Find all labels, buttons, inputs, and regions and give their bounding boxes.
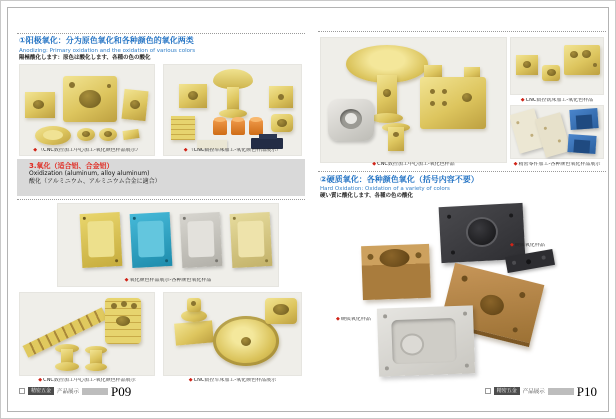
- machined-part: [269, 86, 293, 108]
- bore-hole: [463, 312, 467, 316]
- bore-hole: [547, 69, 556, 76]
- bore-hole: [478, 292, 506, 317]
- bore-hole: [265, 259, 268, 262]
- bore-hole: [133, 217, 136, 220]
- caption-text: 氧化颜色样品展示-各种颜色氧化样品: [129, 277, 212, 283]
- bore-hole: [273, 304, 289, 315]
- part-face: [576, 114, 593, 129]
- bore-hole: [82, 131, 90, 137]
- photo-colored-plates: [57, 203, 279, 287]
- photo-caption: [19, 378, 155, 384]
- cup-part: [265, 298, 297, 324]
- caption-text: CNC数控加工中心加工-氧化颜色样品展示: [43, 378, 136, 383]
- stud-body-part: [388, 127, 404, 151]
- bore-hole: [519, 291, 526, 298]
- part-face: [250, 117, 262, 122]
- anodizing-title: ①阳极氧化：分为原色氧化和各种颜色的氧化两类: [19, 36, 194, 45]
- footer-badge: 精密五金: [494, 387, 520, 395]
- photo-caption: [163, 378, 302, 384]
- machined-part: [121, 89, 148, 121]
- machined-part: [171, 116, 195, 140]
- caption-text: 精密零件加工-各种颜色氧化样品展示: [518, 162, 601, 167]
- hard-oxidation-title: ②硬质氧化：各种颜色氧化（括号内容不要）: [320, 175, 479, 184]
- footer-bar: [82, 388, 108, 395]
- caption-text: 硬质氧化样品: [340, 317, 371, 322]
- footer-badge: 精密五金: [28, 387, 54, 395]
- bore-hole: [451, 250, 455, 254]
- silver-block-part: [377, 305, 475, 376]
- bore-hole: [430, 89, 435, 94]
- footer-checkbox-icon: [19, 388, 25, 394]
- bore-hole: [107, 84, 111, 88]
- bore-hole: [104, 131, 112, 137]
- bore-hole: [447, 215, 451, 219]
- trumpet-base-part: [371, 113, 403, 123]
- hard-oxidation-subtitle-en: Hard Oxidation: Oxidation of a variety of colors: [320, 186, 450, 192]
- bore-hole: [111, 303, 117, 309]
- photo-small-gold-blocks: [510, 37, 604, 95]
- part-face: [187, 221, 214, 258]
- drum-part: [105, 298, 141, 344]
- footer-right: [485, 385, 597, 397]
- bore-hole: [541, 255, 546, 260]
- divider-dotted: [17, 199, 305, 200]
- photo-turned-parts: [163, 64, 302, 156]
- caption-marker-icon: ◆: [188, 378, 193, 383]
- banner-line-en: Oxidization (aluminum, alloy aluminum): [29, 170, 150, 178]
- part-face: [43, 130, 63, 140]
- bore-hole: [593, 63, 597, 67]
- bore-hole: [79, 90, 101, 108]
- bore-hole: [131, 303, 137, 309]
- footer-label: 产品展示: [57, 389, 80, 395]
- part-face: [573, 139, 590, 153]
- bore-hole: [530, 133, 534, 137]
- bore-hole: [523, 61, 531, 68]
- bore-hole: [442, 89, 447, 94]
- bore-hole: [121, 301, 127, 307]
- bore-hole: [367, 254, 373, 260]
- trumpet-stem-part: [227, 87, 239, 111]
- bronze-block-part: [361, 244, 431, 300]
- bore-hole: [465, 364, 469, 368]
- divider-dotted: [17, 33, 305, 34]
- photo-hard-oxidation: [318, 201, 606, 381]
- footer-bar: [548, 388, 574, 395]
- caption-text: （CNC数控车床加工-氧化颜色样品展示）: [188, 147, 282, 153]
- banner-title: 3.氧化（适合铝、合金铝）: [29, 162, 114, 170]
- trumpet-stem-part: [377, 75, 397, 117]
- gold-plate-part: [80, 212, 123, 268]
- bore-hole: [183, 217, 186, 220]
- bore-hole: [33, 100, 44, 109]
- caption-marker-icon: ◆: [510, 243, 514, 248]
- photo-caption: [336, 317, 380, 323]
- footer-left: [19, 385, 131, 397]
- bore-hole: [430, 101, 435, 106]
- caption-marker-icon: ◆: [513, 162, 518, 167]
- caption-marker-icon: ◆: [183, 147, 188, 153]
- photo-caption: [510, 243, 570, 249]
- machined-part: [99, 128, 117, 141]
- caption-text: （CNC数控加工中心加工-氧化颜色样品展示）: [38, 147, 141, 153]
- bore-hole: [526, 259, 532, 265]
- bore-hole: [130, 100, 141, 110]
- machined-part: [25, 92, 55, 118]
- page-number: P09: [111, 383, 132, 399]
- trumpet-cone-part: [213, 69, 253, 89]
- bore-hole: [558, 139, 562, 143]
- black-anodized-block-part: [439, 203, 526, 263]
- caption-marker-icon: ◆: [33, 147, 38, 153]
- navy-anodized-part: [259, 134, 277, 139]
- machined-part: [179, 84, 207, 108]
- part-face: [85, 363, 107, 371]
- hard-oxidation-subtitle-jp: 硬い質に酸化します、各種の色の酸化: [320, 193, 414, 199]
- machined-part: [271, 114, 293, 132]
- caption-text: 硬质氧化样品: [514, 243, 545, 248]
- page-number: P10: [576, 383, 597, 399]
- banner-line-jp: 酸化（アルミニウム、アルミニウム合金に適合）: [29, 177, 161, 185]
- silver-hex-ring-part: [328, 99, 374, 141]
- spool-part: [85, 346, 107, 372]
- bore-hole: [582, 50, 591, 58]
- anodizing-subtitle-jp: 陽極酸化します：原色は酸化します、各種の色の酸化: [19, 55, 151, 61]
- photo-blue-brackets: [510, 105, 604, 159]
- bore-hole: [544, 126, 548, 130]
- part-face: [232, 117, 244, 122]
- bore-hole: [278, 94, 284, 100]
- orange-anodized-part: [231, 119, 245, 135]
- machined-part: [564, 45, 600, 75]
- footer-label: 产品展示: [522, 389, 545, 395]
- caption-text: CNC数控铣床加工-氧化色样品: [525, 98, 594, 103]
- part-face: [345, 113, 357, 124]
- caption-marker-icon: ◆: [372, 162, 377, 167]
- part-face: [214, 117, 226, 122]
- bore-hole: [165, 259, 168, 262]
- bore-hole: [215, 259, 218, 262]
- anodizing-subtitle-en: Anodizing: Primary oxidation and the oxidation of various colors: [19, 48, 196, 54]
- photo-caption: [163, 148, 302, 154]
- photo-caption: [320, 162, 507, 168]
- machined-part: [77, 128, 95, 141]
- bore-hole: [379, 249, 410, 268]
- photo-pulley-flange: [163, 292, 302, 376]
- blue-bracket-part: [567, 134, 596, 154]
- machined-part: [516, 55, 538, 75]
- machined-part: [542, 65, 560, 81]
- flange-neck-part: [187, 298, 201, 312]
- photo-caption: [57, 278, 279, 284]
- flange-base-part: [174, 320, 214, 345]
- photo-caption: [510, 98, 604, 104]
- divider-dotted: [318, 31, 606, 32]
- pale-gold-plate-part: [230, 212, 273, 268]
- machined-part: [35, 126, 71, 145]
- bore-hole: [241, 337, 251, 346]
- machined-part: [122, 129, 139, 140]
- cream-plate-part: [535, 112, 571, 158]
- footer-checkbox-icon: [485, 388, 491, 394]
- bore-hole: [467, 218, 496, 245]
- bore-hole: [383, 89, 391, 97]
- part-face: [237, 221, 264, 258]
- silver-plate-part: [180, 212, 223, 268]
- bore-hole: [277, 119, 287, 127]
- bore-hole: [570, 51, 578, 58]
- bore-hole: [69, 82, 75, 88]
- spool-part: [55, 344, 79, 372]
- orange-anodized-part: [213, 119, 227, 135]
- blue-bracket-part: [569, 108, 598, 130]
- part-face: [137, 221, 164, 258]
- teal-plate-part: [130, 212, 173, 268]
- bore-hole: [415, 252, 421, 258]
- part-face: [87, 221, 114, 258]
- bore-hole: [116, 316, 130, 326]
- oxidization-banner: [17, 159, 305, 196]
- caption-marker-icon: ◆: [336, 317, 340, 322]
- bore-hole: [83, 217, 86, 220]
- caption-text: CNC数控加工中心加工-氧化色样品: [377, 162, 455, 167]
- bore-hole: [442, 101, 447, 106]
- bore-hole: [512, 260, 517, 265]
- caption-text: CNC数控车床加工-氧化颜色样品展示: [193, 378, 277, 383]
- photo-caption: [510, 162, 604, 168]
- photo-large-trumpet: [320, 37, 507, 163]
- machined-part: [63, 76, 117, 122]
- orange-anodized-part: [249, 119, 263, 135]
- divider-dotted: [318, 171, 606, 172]
- bore-hole: [516, 121, 520, 125]
- bore-hole: [233, 217, 236, 220]
- photo-caption: [19, 148, 155, 154]
- photo-gold-blocks: [19, 64, 155, 156]
- fixture-block-part: [420, 77, 486, 129]
- caption-marker-icon: ◆: [38, 378, 43, 383]
- bore-hole: [509, 213, 513, 217]
- bore-hole: [462, 93, 472, 102]
- bore-hole: [115, 259, 118, 262]
- caption-marker-icon: ◆: [124, 277, 129, 283]
- part-face: [55, 362, 79, 371]
- photo-rack-drum: [19, 292, 155, 376]
- bore-hole: [385, 366, 389, 370]
- bore-hole: [188, 91, 198, 100]
- caption-marker-icon: ◆: [520, 98, 525, 103]
- bore-hole: [393, 132, 399, 137]
- bore-hole: [191, 301, 196, 306]
- bore-hole: [512, 327, 518, 333]
- bore-hole: [383, 314, 387, 318]
- bore-hole: [461, 275, 468, 282]
